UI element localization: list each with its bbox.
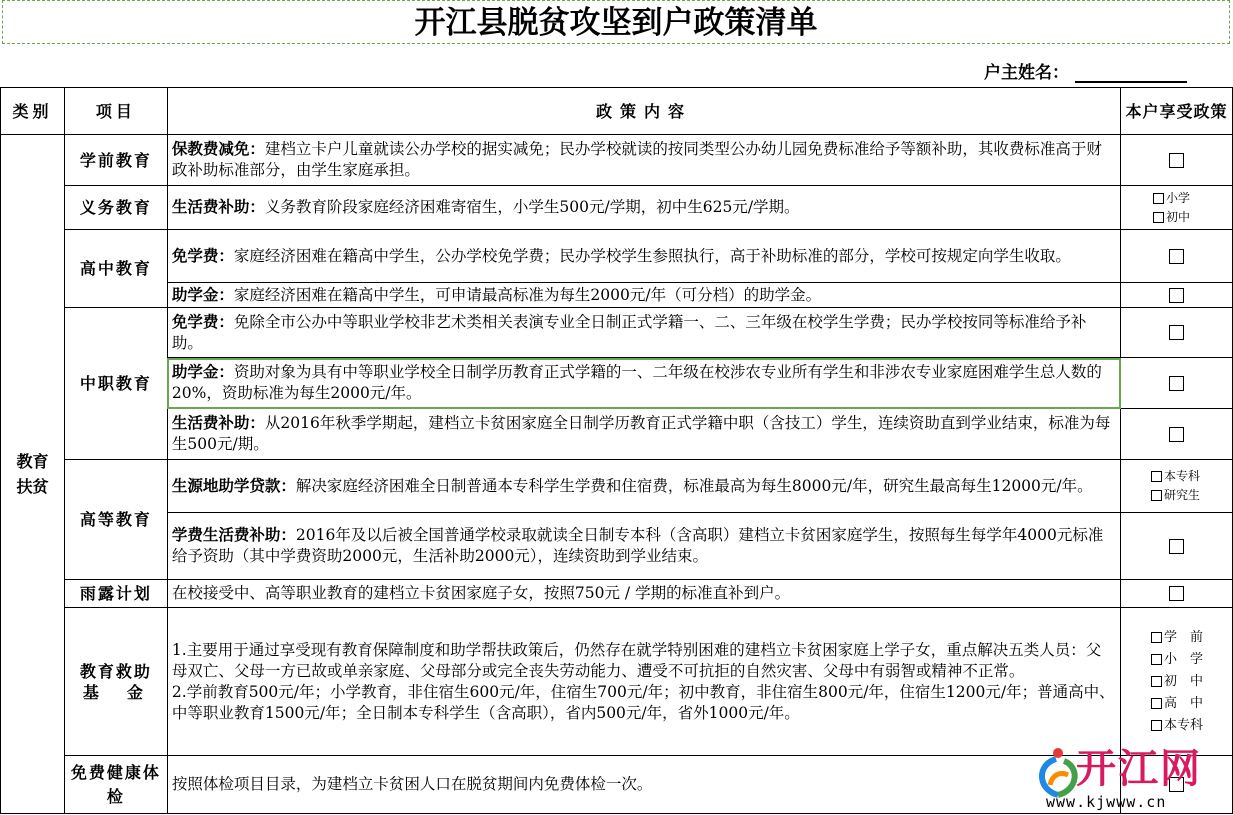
- checkbox[interactable]: [1169, 288, 1184, 303]
- check-hs-free[interactable]: [1121, 230, 1233, 283]
- table-row: [1, 283, 1233, 308]
- page-title: 开江县脱贫攻坚到户政策清单: [2, 0, 1230, 44]
- item-vocational: 中职教育: [64, 308, 167, 460]
- check-yulu[interactable]: [1121, 580, 1233, 608]
- checkbox[interactable]: [1169, 539, 1184, 554]
- header-category: 类别: [1, 88, 65, 135]
- header-row: [1, 88, 1233, 135]
- check-voc-living[interactable]: [1121, 409, 1233, 460]
- logo-url: www.kjwww.cn: [1046, 793, 1167, 811]
- option-fund-preschool[interactable]: 学 前: [1151, 627, 1228, 649]
- table-row: [1, 409, 1233, 460]
- check-voc-free[interactable]: [1121, 308, 1233, 358]
- table-row: [1, 358, 1233, 409]
- check-hi-loan[interactable]: [1121, 460, 1233, 513]
- content-hi-loan: 生源地助学贷款：解决家庭经济困难全日制普通本专科学生学费和住宿费，标准最高为每生8000元/年，研究生最高每生12000元/年。: [167, 460, 1120, 513]
- owner-name-field[interactable]: [984, 58, 1187, 83]
- header-content: 政策内容: [167, 88, 1120, 135]
- option-fund-senior[interactable]: 高 中: [1151, 693, 1228, 715]
- item-higher: 高等教育: [64, 460, 167, 580]
- option-fund-junior[interactable]: 初 中: [1151, 671, 1228, 693]
- check-preschool[interactable]: [1121, 135, 1233, 186]
- item-compulsory: 义务教育: [64, 186, 167, 230]
- content-voc-living: 生活费补助：从2016年秋季学期起，建档立卡贫困家庭全日制学历教育正式学籍中职（含技工）学生，连续资助直到学业结束，标准为每生500元/期。: [167, 409, 1120, 460]
- checkbox[interactable]: [1169, 325, 1184, 340]
- check-fund[interactable]: [1121, 608, 1233, 756]
- table-row: [1, 186, 1233, 230]
- table-row: [1, 460, 1233, 513]
- header-enjoy: 本户享受政策: [1121, 88, 1233, 135]
- option-fund-undergrad[interactable]: 本专科: [1151, 715, 1228, 737]
- option-fund-primary[interactable]: 小 学: [1151, 649, 1228, 671]
- check-voc-grant[interactable]: [1121, 358, 1233, 409]
- logo-text: 开江网: [1076, 745, 1202, 792]
- content-hi-subsidy: 学费生活费补助：2016年及以后被全国普通学校录取就读全日制专本科（含高职）建档立卡贫困家庭学生，按照每生每学年4000元标准给予资助（其中学费资助2000元，生活补助2000元），连续资助到学业结束。: [167, 513, 1120, 580]
- header-item: 项目: [64, 88, 167, 135]
- content-voc-free: 免学费：免除全市公办中等职业学校非艺术类相关表演专业全日制正式学籍一、二、三年级在校学生学费；民办学校按同等标准给予补助。: [167, 308, 1120, 358]
- item-fund: 教育救助 基 金: [64, 608, 167, 756]
- owner-name-blank[interactable]: [1075, 65, 1187, 83]
- check-hi-subsidy[interactable]: [1121, 513, 1233, 580]
- content-fund: 1.主要用于通过享受现有教育保障制度和助学帮扶政策后，仍然存在就学特别困难的建档立卡贫困家庭上学子女，重点解决五类人员：父母双亡、父母一方已故或单亲家庭、父母部分或完全丧失劳动能力、遭受不可抗拒的自然灾害、父母中有弱智或精神不正常。 2.学前教育500元/年；小学教育，非住宿生600元/年，住宿生700元/年；初中教育，非住宿生800元/年，住宿生1200元/年；普通高中、中等职业教育1500元/年；全日制本专科学生（含高职），省内500元/年，省外1000元/年。: [167, 608, 1120, 756]
- checkbox[interactable]: [1169, 427, 1184, 442]
- option-graduate[interactable]: 研究生: [1151, 486, 1228, 505]
- table-row: [1, 230, 1233, 283]
- category-edu: 教育扶贫: [1, 135, 65, 814]
- content-preschool: 保教费减免：建档立卡户儿童就读公办学校的据实减免；民办学校就读的按同类型公办幼儿园免费标准给予等额补助，其收费标准高于财政补助标准部分，由学生家庭承担。: [167, 135, 1120, 186]
- owner-name-label: 户主姓名：: [984, 63, 1069, 83]
- table-row: [1, 580, 1233, 608]
- checkbox[interactable]: [1169, 376, 1184, 391]
- content-compulsory: 生活费补助：义务教育阶段家庭经济困难寄宿生，小学生500元/学期，初中生625元/学期。: [167, 186, 1120, 230]
- option-primary[interactable]: 小学: [1153, 189, 1228, 208]
- table-row: [1, 308, 1233, 358]
- policy-table: [0, 87, 1233, 814]
- content-hs-free: 免学费：家庭经济困难在籍高中学生，公办学校免学费；民办学校学生参照执行，高于补助标准的部分，学校可按规定向学生收取。: [167, 230, 1120, 283]
- content-health: 按照体检项目目录，为建档立卡贫困人口在脱贫期间内免费体检一次。: [167, 756, 1120, 814]
- checkbox[interactable]: [1169, 586, 1184, 601]
- item-highschool: 高中教育: [64, 230, 167, 308]
- option-undergrad[interactable]: 本专科: [1151, 467, 1228, 486]
- check-compulsory[interactable]: [1121, 186, 1233, 230]
- table-row: [1, 513, 1233, 580]
- table-row: [1, 608, 1233, 756]
- site-logo: [1028, 737, 1233, 815]
- item-health: 免费健康体检: [64, 756, 167, 814]
- content-voc-grant: 助学金：资助对象为具有中等职业学校全日制学历教育正式学籍的一、二年级在校涉农专业所有学生和非涉农专业家庭困难学生总人数的20%，资助标准为每生2000元/年。: [167, 358, 1120, 409]
- check-hs-grant[interactable]: [1121, 283, 1233, 308]
- table-row: [1, 135, 1233, 186]
- item-preschool: 学前教育: [64, 135, 167, 186]
- item-yulu: 雨露计划: [64, 580, 167, 608]
- content-yulu: 在校接受中、高等职业教育的建档立卡贫困家庭子女，按照750元 / 学期的标准直补到户。: [167, 580, 1120, 608]
- checkbox[interactable]: [1169, 153, 1184, 168]
- option-junior[interactable]: 初中: [1153, 208, 1228, 227]
- content-hs-grant: 助学金：家庭经济困难在籍高中学生，可申请最高标准为每生2000元/年（可分档）的助学金。: [167, 283, 1120, 308]
- checkbox[interactable]: [1169, 249, 1184, 264]
